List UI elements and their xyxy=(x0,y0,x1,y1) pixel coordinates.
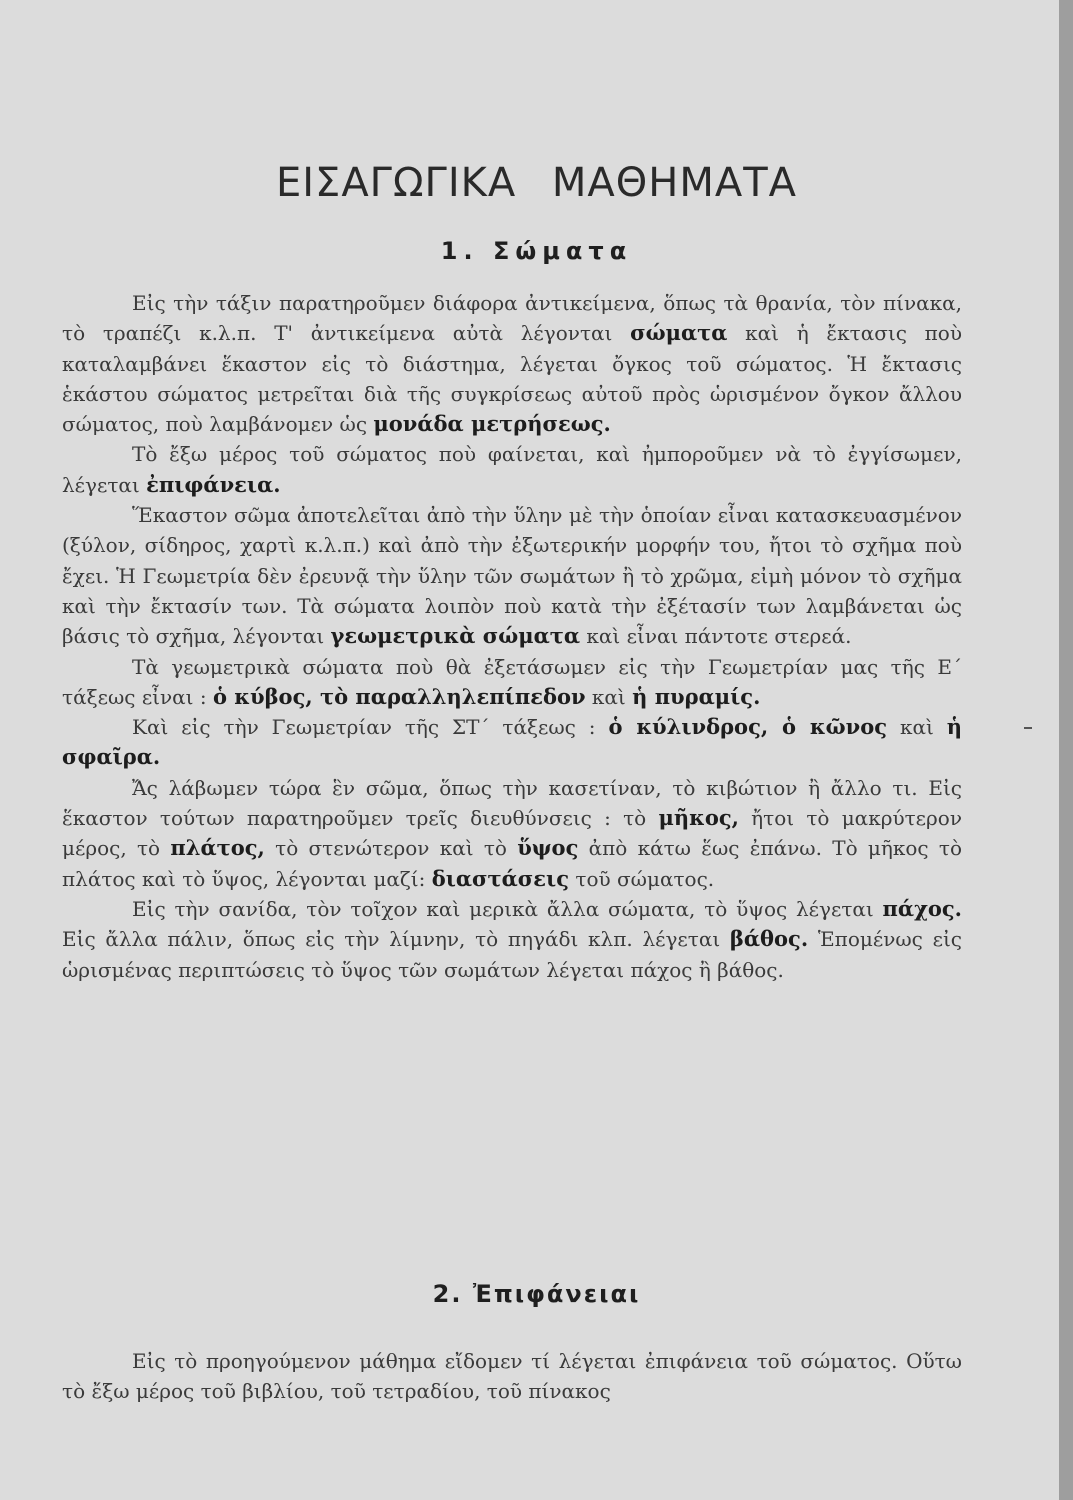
paragraph: Τὸ ἔξω μέρος τοῦ σώματος ποὺ φαίνεται, καὶ ἠμποροῦμεν νὰ τὸ ἐγγίσωμεν, λέγεται ἐπιφάνεια. xyxy=(62,442,962,497)
section-2-body xyxy=(62,1346,962,1407)
page-edge xyxy=(1059,0,1073,1500)
paragraph: Ἕκαστον σῶμα ἀποτελεῖται ἀπὸ τὴν ὕλην μὲ τὴν ὁποίαν εἶναι κατασκευασμένον (ξύλον, σίδηρος, χαρτὶ κ.λ.π.) καὶ ἀπὸ τὴν ἐξωτερικήν μορφήν του, ἤτοι τὸ σχῆμα ποὺ ἔχει. Ἡ Γεωμετρία δὲν ἐρευνᾷ τὴν ὕλην τῶν σωμάτων ἢ τὸ χρῶμα, εἰμὴ μόνον τὸ σχῆμα καὶ τὴν ἔκτασίν των. Τὰ σώματα λοιπὸν ποὺ κατὰ τὴν ἐξέτασίν των λαμβάνεται ὡς βάσις τὸ σχῆμα, λέγονται γεωμετρικὰ σώματα καὶ εἶναι πάντοτε στερεά. xyxy=(62,503,962,649)
bold-term: μῆκος, xyxy=(658,805,739,831)
bold-term: ὁ κύβος, τὸ παραλληλεπίπεδον xyxy=(212,683,586,709)
margin-mark xyxy=(1024,727,1032,729)
section-heading-2: 2. Ἐπιφάνειαι xyxy=(432,1280,641,1308)
bold-term: βάθος. xyxy=(729,926,809,952)
paragraph: Τὰ γεωμετρικὰ σώματα ποὺ θὰ ἐξετάσωμεν εἰς τὴν Γεωμετρίαν μας τῆς Ε΄ τάξεως εἶναι : ὁ κύβος, τὸ παραλληλεπίπεδον καὶ ἡ πυραμίς. xyxy=(62,654,962,709)
paragraph: Εἰς τὸ προηγούμενον μάθημα εἴδομεν τί λέγεται ἐπιφάνεια τοῦ σώματος. Οὕτω τὸ ἔξω μέρος τοῦ βιβλίου, τοῦ τετραδίου, τοῦ πίνακος xyxy=(62,1349,962,1404)
bold-term: σώματα xyxy=(630,320,728,346)
bold-term: ἡ πυραμίς. xyxy=(632,683,761,709)
bold-term: ἐπιφάνεια. xyxy=(146,471,281,497)
bold-term: ἡ σφαῖρα. xyxy=(62,714,963,770)
bold-term: γεωμετρικὰ σώματα xyxy=(330,623,581,649)
paragraph: Καὶ εἰς τὴν Γεωμετρίαν τῆς ΣΤ΄ τάξεως : ὁ κύλινδρος, ὁ κῶνος καὶ ἡ σφαῖρα. xyxy=(62,714,963,770)
page-title: ΕΙΣΑΓΩΓΙΚΑ ΜΑΘΗΜΑΤΑ xyxy=(275,160,798,206)
bold-term: διαστάσεις xyxy=(431,865,570,891)
section-1-body xyxy=(62,288,962,985)
bold-term: πλάτος, xyxy=(170,835,265,861)
section-heading-1: 1. Σώματα xyxy=(440,237,633,265)
paragraph: Εἰς τὴν τάξιν παρατηροῦμεν διάφορα ἀντικείμενα, ὅπως τὰ θρανία, τὸν πίνακα, τὸ τραπέζι κ.λ.π. Τ' ἀντικείμενα αὐτὰ λέγονται σώματα καὶ ἡ ἔκτασις ποὺ καταλαμβάνει ἕκαστον εἰς τὸ διάστημα, λέγεται ὄγκος τοῦ σώματος. Ἡ ἔκτασις ἑκάστου σώματος μετρεῖται διὰ τῆς συγκρίσεως αὐτοῦ πρὸς ὡρισμένον ὄγκον ἄλλου σώματος, ποὺ λαμβάνομεν ὡς μονάδα μετρήσεως. xyxy=(62,291,962,437)
bold-term: ὁ κύλινδρος, ὁ κῶνος xyxy=(608,714,888,740)
paragraph: Εἰς τὴν σανίδα, τὸν τοῖχον καὶ μερικὰ ἄλλα σώματα, τὸ ὕψος λέγεται πάχος. Εἰς ἄλλα πάλιν, ὅπως εἰς τὴν λίμνην, τὸ πηγάδι κλπ. λέγεται βάθος. Ἑπομένως εἰς ὡρισμένας περιπτώσεις τὸ ὕψος τῶν σωμάτων λέγεται πάχος ἢ βάθος. xyxy=(62,895,962,982)
bold-term: πάχος. xyxy=(882,895,962,921)
bold-term: μονάδα μετρήσεως. xyxy=(373,411,611,437)
bold-term: ὕψος xyxy=(517,835,579,861)
paragraph: Ἄς λάβωμεν τώρα ἓν σῶμα, ὅπως τὴν κασετίναν, τὸ κιβώτιον ἢ ἄλλο τι. Εἰς ἕκαστον τούτων παρατηροῦμεν τρεῖς διευθύνσεις : τὸ μῆκος, ἤτοι τὸ μακρύτερον μέρος, τὸ πλάτος, τὸ στενώτερον καὶ τὸ ὕψος ἀπὸ κάτω ἕως ἐπάνω. Τὸ μῆκος τὸ πλάτος καὶ τὸ ὕψος, λέγονται μαζί: διαστάσεις τοῦ σώματος. xyxy=(62,775,962,891)
